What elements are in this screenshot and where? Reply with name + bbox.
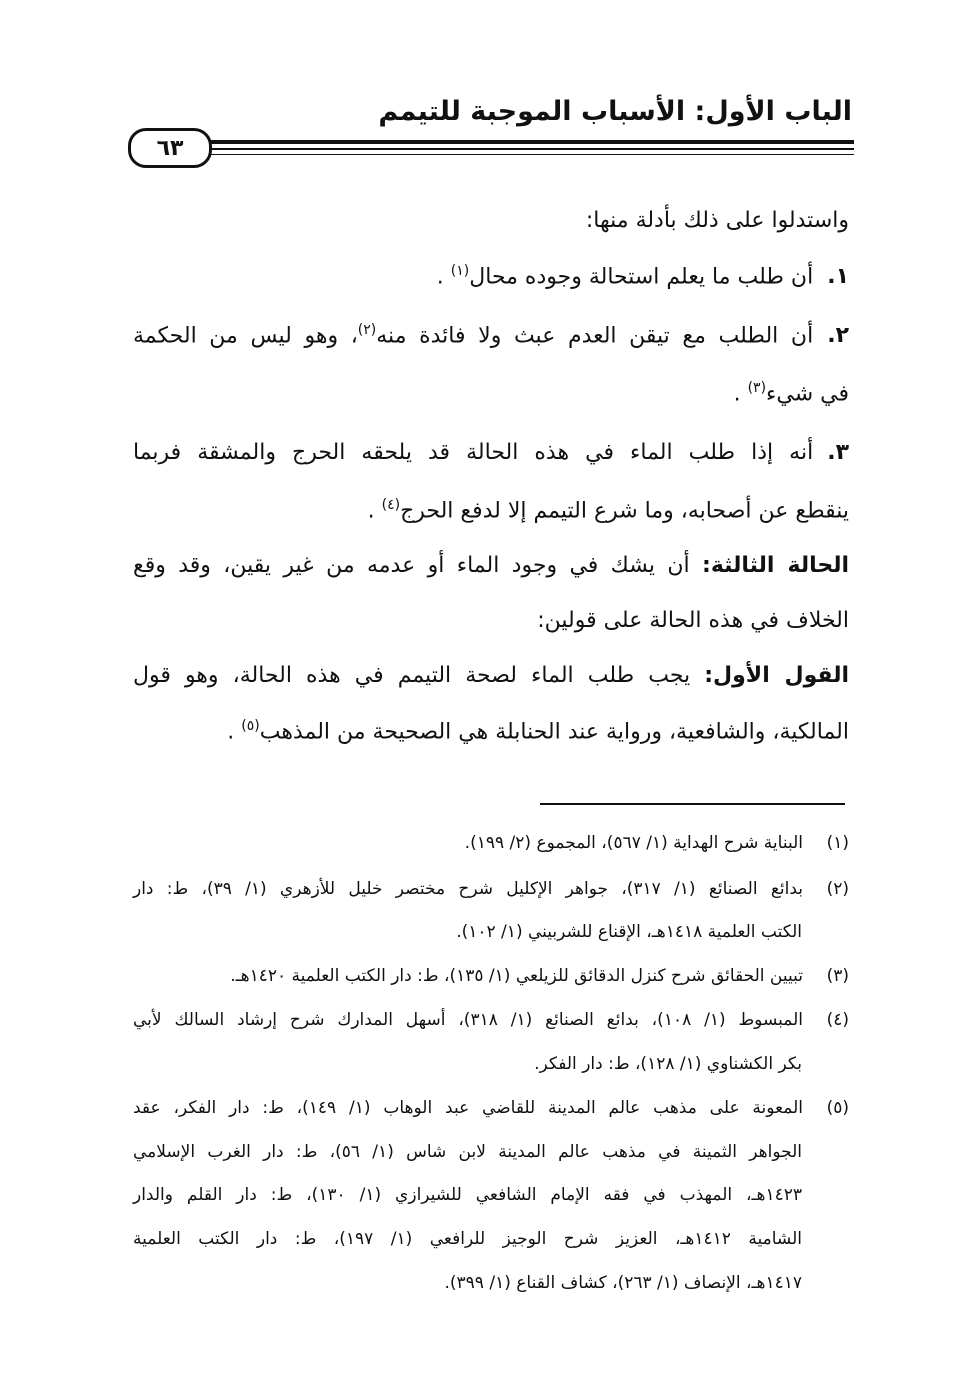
footnote-5-cont-4: ١٤١٧هـ، الإنصاف (١/ ٢٦٣)، كشاف القناع (١/ ٣٩٩). [444,1273,802,1293]
item-number: ١. [827,264,849,290]
header-rule-hairline [205,154,854,155]
item-text-cont: ، وهو ليس من الحكمة [133,323,358,349]
opinion-text: المالكية، والشافعية، ورواية عند الحنابلة هي الصحيحة من المذهب [259,719,849,745]
footnote-number: (٥) [826,1098,849,1118]
footnote-number: (٣) [826,966,849,986]
item-text: في شيء [766,381,849,407]
footnote-number: (٤) [826,1010,849,1030]
item-text: أن طلب ما يعلم استحالة وجوده محال [469,264,814,290]
footnote-4 [133,1010,849,1030]
item-number: ٢. [827,323,849,349]
footnote-ref: (٢) [357,322,377,338]
case-heading: الحالة الثالثة: [702,553,850,578]
third-case-cont: الخلاف في هذه الحالة على قولين: [537,608,849,633]
evidence-item-3 [133,440,849,465]
footnote-ref: (٤) [381,497,401,513]
page-number-badge [128,128,212,168]
footnote-1 [133,833,849,853]
item-text: أنه إذا طلب الماء في هذه الحالة قد يلحقه الحرج والمشقة فربما [133,440,814,465]
intro-line: واستدلوا على ذلك بأدلة منها: [585,208,849,233]
footnote-text: بدائع الصنائع (١/ ٣١٧)، جواهر الإكليل شرح مختصر خليل للأزهري (١/ ٣٩)، ط: دار [133,879,803,899]
footnote-text: المعونة على مذهب عالم المدينة للقاضي عبد الوهاب (١/ ١٤٩)، ط: دار الفكر، عقد [133,1098,803,1118]
footnote-text: البناية شرح الهداية (١/ ٥٦٧)، المجموع (٢/ ١٩٩). [464,833,803,853]
footnote-text: المبسوط (١/ ١٠٨)، بدائع الصنائع (١/ ٣١٨)، أسهل المدارك شرح إرشاد السالك لأبي [133,1010,803,1030]
header-rule [205,140,854,144]
opinion-text: يجب طلب الماء لصحة التيمم في هذه الحالة، وهو قول [133,663,691,688]
page-number: ٦٣ [156,135,184,161]
footnote-separator [540,803,845,805]
footnote-text: تبيين الحقائق شرح كنزل الدقائق للزيلعي (١/ ١٣٥)، ط: دار الكتب العلمية ١٤٢٠هـ. [230,966,803,986]
footnote-5-cont-1: الجواهر الثمينة في مذهب عالم المدينة لابن شاس (١/ ٥٦)، ط: دار الغرب الإسلامي [133,1142,802,1162]
evidence-item-2-cont: في شيء$^{(٣)}$ . [733,380,849,407]
footnote-5-cont-2: ١٤٢٣هـ، المهذب في فقه الإمام الشافعي للشيرازي (١/ ١٣٠)، ط: دار القلم والدار [133,1185,802,1205]
footnote-5-cont-3: الشامية ١٤١٢هـ، العزيز شرح الوجيز للرافعي (١/ ١٩٧)، ط: دار الكتب العلمية [133,1229,802,1249]
first-opinion-line [133,663,849,688]
footnote-ref: (٥) [241,718,260,734]
footnote-2 [133,879,849,899]
footnote-number: (١) [826,833,849,853]
opinion-heading: القول الأول: [704,663,849,688]
chapter-title: الباب الأول: الأسباب الموجبة للتيمم [378,96,852,127]
footnote-number: (٢) [826,879,849,899]
footnote-2-cont: الكتب العلمية ١٤١٨هـ، الإقناع للشربيني (١/ ١٠٢). [456,922,802,942]
item-number: ٣. [827,440,849,465]
item-text: أن الطلب مع تيقن العدم عبث ولا فائدة منه [376,323,814,349]
item-text: ينقطع عن أصحابه، وما شرع التيمم إلا لدفع الحرج [400,498,849,524]
evidence-item-2 [133,322,849,348]
footnote-3 [133,966,849,986]
first-opinion-cont: المالكية، والشافعية، ورواية عند الحنابلة هي الصحيحة من المذهب$^{(٥)}$ . [227,718,849,745]
third-case-line [133,553,849,578]
evidence-item-1: ١.أن طلب ما يعلم استحالة وجوده محال$^{(١)}$ . [436,263,849,290]
footnote-ref: (١) [450,263,470,279]
footnote-ref: (٣) [747,380,767,396]
case-text: أن يشك في وجود الماء أو عدمه من غير يقين، وقد وقع [133,553,690,578]
footnote-5 [133,1098,849,1118]
header-rule-thin [205,148,854,150]
footnote-4-cont: بكر الكشناوي (١/ ١٢٨)، ط: دار الفكر. [534,1054,802,1074]
evidence-item-3-cont: ينقطع عن أصحابه، وما شرع التيمم إلا لدفع الحرج$^{(٤)}$ . [367,497,849,524]
